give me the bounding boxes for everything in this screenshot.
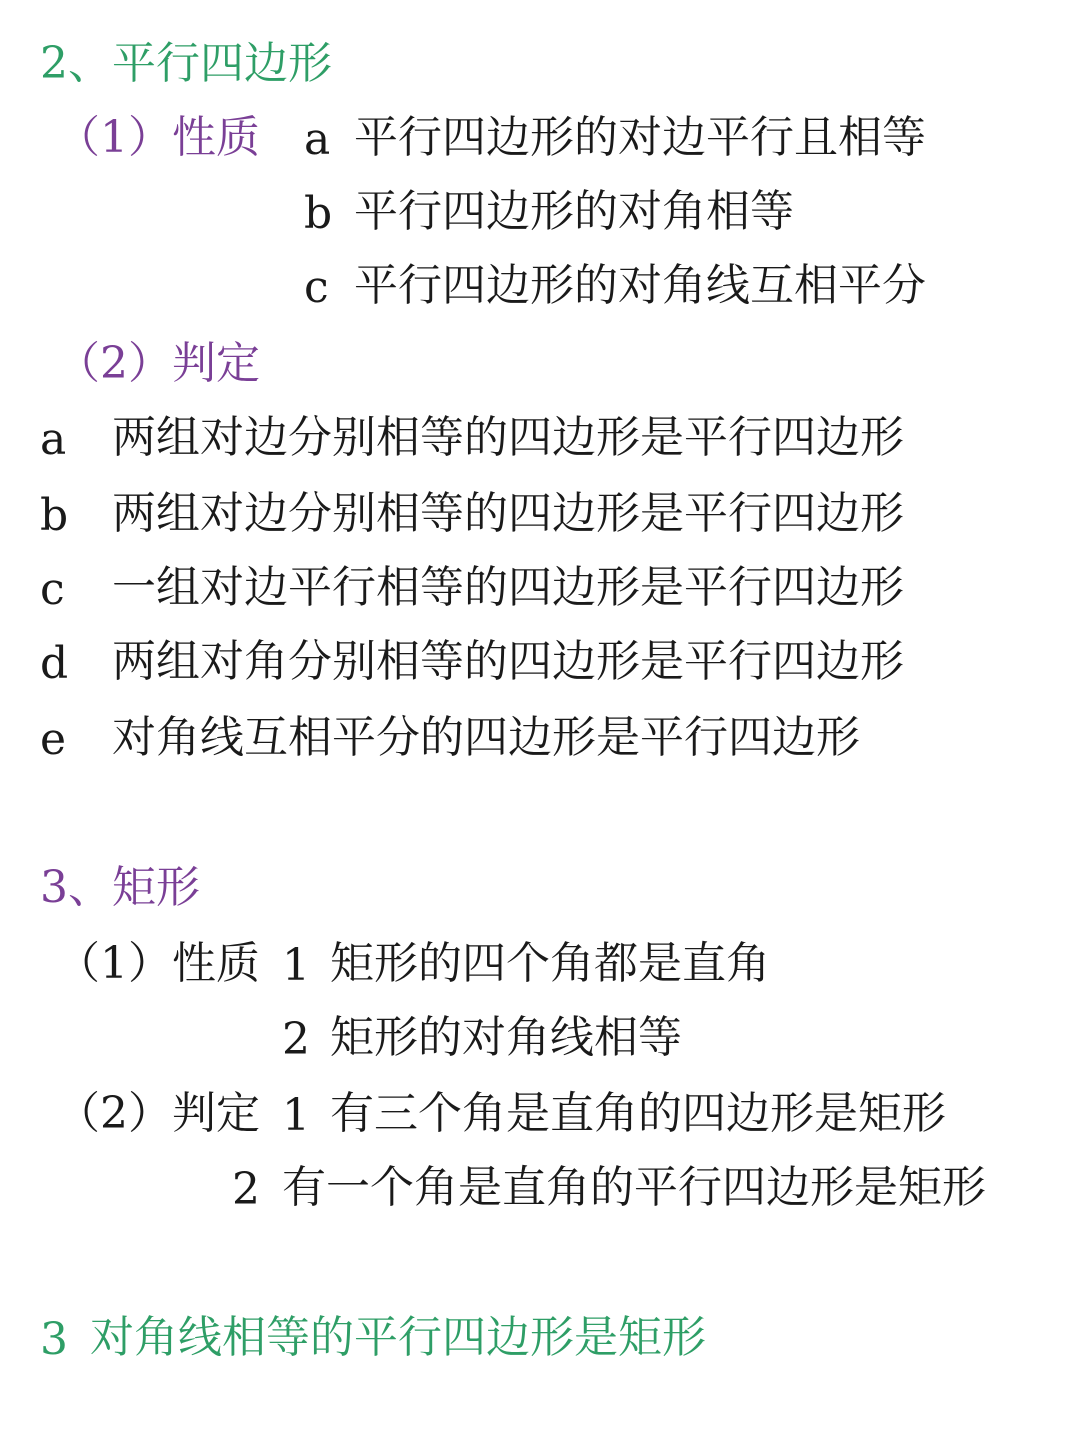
footer-text: 对角线相等的平行四边形是矩形 bbox=[90, 1312, 706, 1363]
property-text: 平行四边形的对边平行且相等 bbox=[354, 112, 926, 163]
property-marker: b bbox=[304, 188, 333, 239]
criterion-text: 有三个角是直角的四边形是矩形 bbox=[330, 1088, 946, 1139]
criteria-label-parallelogram: （2）判定 bbox=[56, 338, 260, 389]
criterion-text: 两组对边分别相等的四边形是平行四边形 bbox=[112, 488, 904, 539]
property-text: 平行四边形的对角线互相平分 bbox=[354, 260, 926, 311]
criterion-text: 对角线互相平分的四边形是平行四边形 bbox=[112, 712, 860, 763]
criterion-marker: b bbox=[40, 490, 69, 541]
property-text: 矩形的四个角都是直角 bbox=[330, 938, 770, 989]
properties-label-rectangle: （1）性质 bbox=[56, 938, 260, 989]
criterion-text: 有一个角是直角的平行四边形是矩形 bbox=[282, 1162, 986, 1213]
criterion-marker: a bbox=[40, 414, 67, 465]
criterion-marker: 1 bbox=[282, 1090, 310, 1141]
property-marker: 2 bbox=[282, 1014, 310, 1065]
footer-marker: 3 bbox=[40, 1314, 68, 1365]
criterion-text: 一组对边平行相等的四边形是平行四边形 bbox=[112, 562, 904, 613]
criteria-label-rectangle: （2）判定 bbox=[56, 1088, 260, 1139]
criterion-marker: d bbox=[40, 638, 69, 689]
criterion-marker: e bbox=[40, 714, 67, 765]
criterion-text: 两组对边分别相等的四边形是平行四边形 bbox=[112, 412, 904, 463]
criterion-text: 两组对角分别相等的四边形是平行四边形 bbox=[112, 636, 904, 687]
property-marker: 1 bbox=[282, 940, 310, 991]
criterion-marker: c bbox=[40, 564, 65, 615]
property-marker: a bbox=[304, 114, 331, 165]
property-text: 矩形的对角线相等 bbox=[330, 1012, 682, 1063]
section-title-parallelogram: 2、平行四边形 bbox=[40, 38, 332, 89]
section-title-rectangle: 3、矩形 bbox=[40, 862, 200, 913]
properties-label-parallelogram: （1）性质 bbox=[56, 112, 260, 163]
property-marker: c bbox=[304, 262, 329, 313]
criterion-marker: 2 bbox=[232, 1164, 260, 1215]
property-text: 平行四边形的对角相等 bbox=[354, 186, 794, 237]
